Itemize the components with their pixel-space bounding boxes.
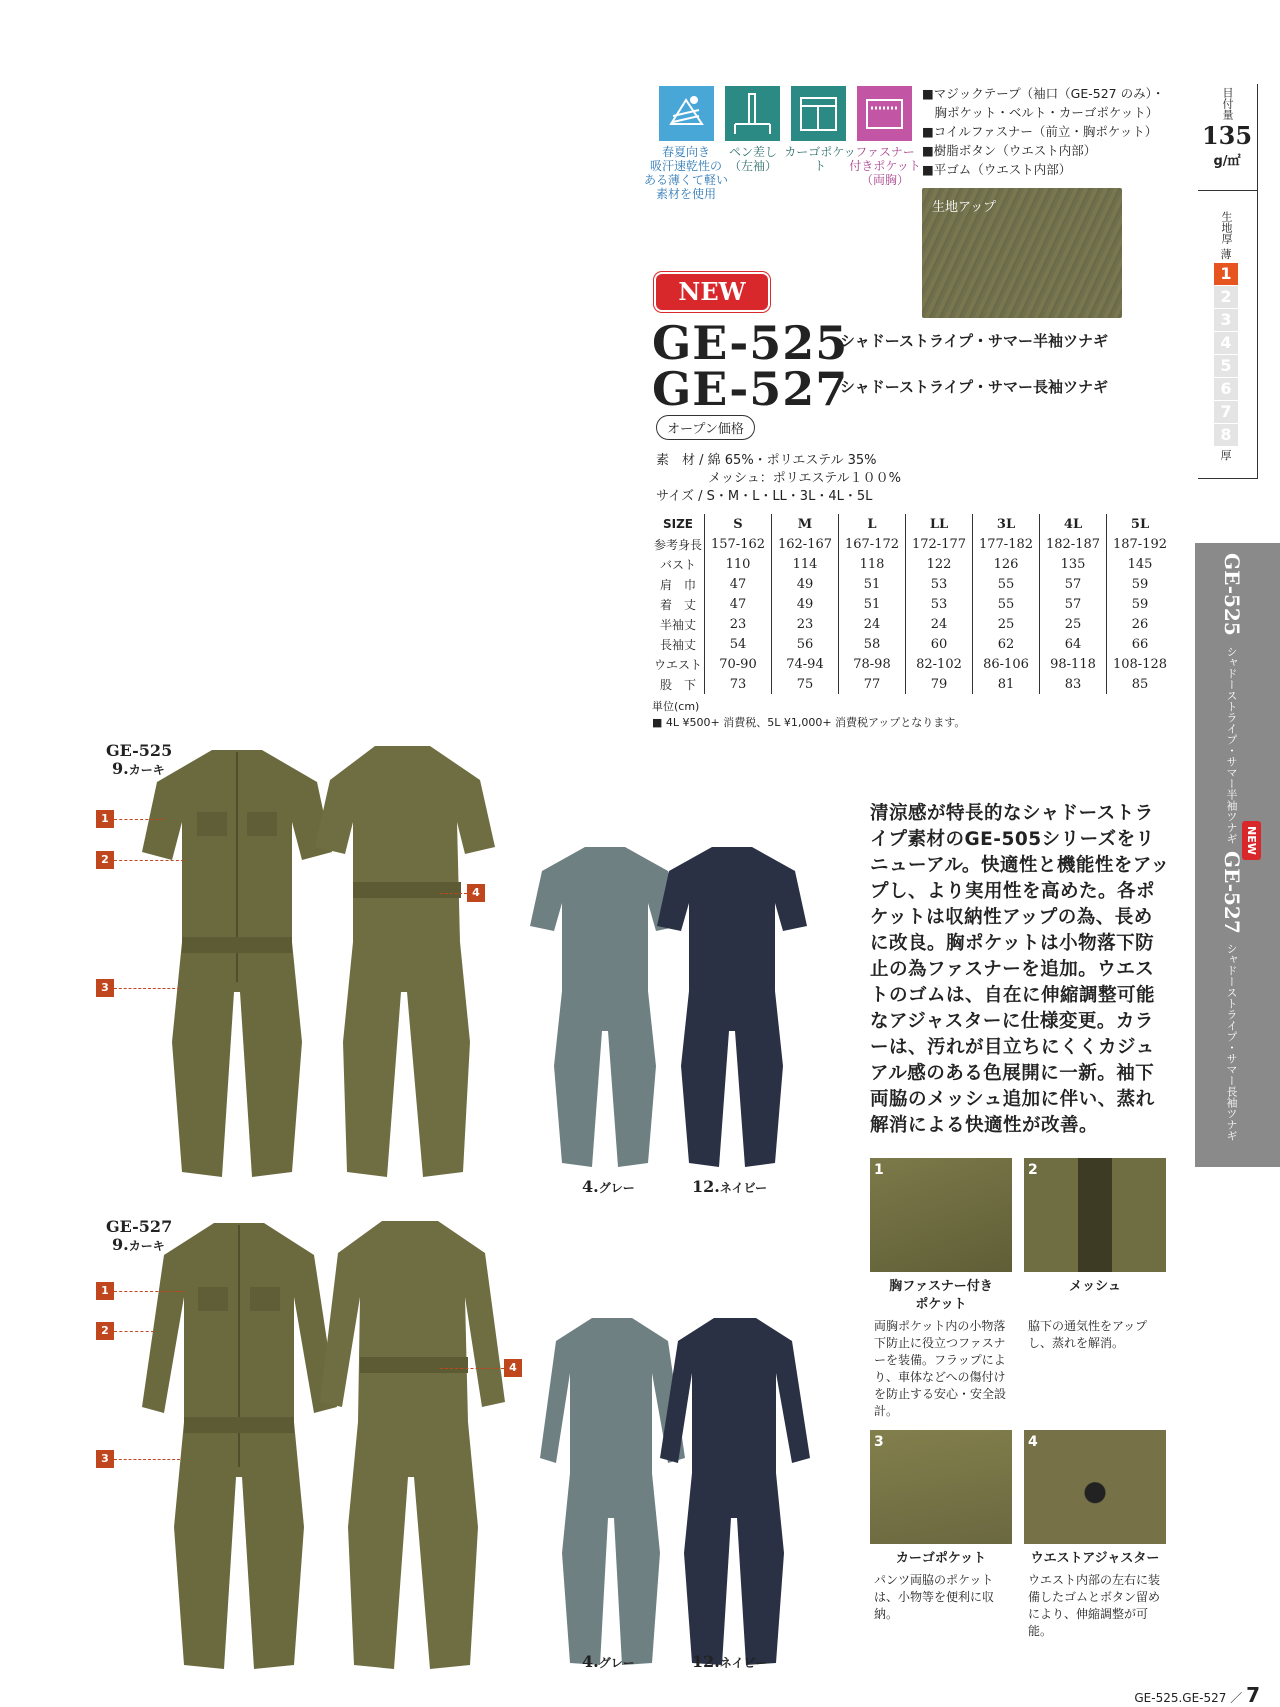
table-cell: 51 <box>839 594 906 614</box>
table-cell: 157-162 <box>705 534 772 554</box>
feature-item: 胸ポケット・ベルト・カーゴポケット） <box>922 105 1159 120</box>
detail-title: 胸ファスナー付き ポケット <box>889 1279 993 1312</box>
callout-tag: 3 <box>96 979 114 997</box>
table-cell: LL <box>906 514 973 534</box>
table-cell: 187-192 <box>1107 534 1174 554</box>
table-cell: 83 <box>1040 674 1107 694</box>
table-row <box>652 554 1173 574</box>
table-cell: M <box>772 514 839 534</box>
thickness-level: 6 <box>1214 378 1238 400</box>
detail-title: ウエストアジャスター <box>1030 1551 1160 1566</box>
color-number: 12. <box>692 1177 720 1196</box>
garment-model-527: GE-527 <box>106 1217 173 1236</box>
product-name-525: シャドーストライプ・サマー半袖ツナギ <box>840 332 1109 350</box>
pen-holder-icon <box>725 86 780 141</box>
table-cell: 177-182 <box>973 534 1040 554</box>
new-badge: NEW <box>656 274 768 310</box>
table-cell: 57 <box>1040 594 1107 614</box>
spec-material: 素 材 / 綿 65%・ポリエステル 35% <box>656 453 877 468</box>
table-cell: 98-118 <box>1040 654 1107 674</box>
table-row <box>652 674 1173 694</box>
cargo-pocket-caption: カーゴポケット <box>784 145 856 173</box>
color-name: ネイビー <box>719 1181 768 1195</box>
table-cell: 126 <box>973 554 1040 574</box>
thickness-level: 4 <box>1214 332 1238 354</box>
coverall-short-navy <box>657 841 807 1171</box>
table-cell: 25 <box>1040 614 1107 634</box>
table-cell: 118 <box>839 554 906 574</box>
table-cell: 参考身長 <box>653 537 702 552</box>
table-cell: 162-167 <box>772 534 839 554</box>
feature-item: ■樹脂ボタン（ウエスト内部） <box>922 143 1097 158</box>
callout-tag: 1 <box>96 810 114 828</box>
feature-item: ■コイルファスナー（前立・胸ポケット） <box>922 124 1158 139</box>
table-cell: 59 <box>1107 594 1174 614</box>
table-cell: 23 <box>772 614 839 634</box>
color-name: カーキ <box>128 1239 165 1253</box>
detail-waist-adjuster-photo <box>1024 1430 1166 1544</box>
table-cell: 108-128 <box>1107 654 1174 674</box>
table-cell: 70-90 <box>705 654 772 674</box>
page-number: 7 <box>1246 1683 1260 1707</box>
price-badge: オープン価格 <box>656 415 755 440</box>
quick-dry-icon <box>659 86 714 141</box>
detail-number: 2 <box>1028 1162 1038 1178</box>
detail-cargo-pocket-photo <box>870 1430 1012 1544</box>
table-cell: 135 <box>1040 554 1107 574</box>
table-cell: 肩 巾 <box>659 577 696 592</box>
feature-list <box>922 84 1164 179</box>
table-cell: 股 下 <box>659 677 696 692</box>
thickness-level: 5 <box>1214 355 1238 377</box>
detail-mesh-photo <box>1024 1158 1166 1272</box>
unit-note: 単位(cm) <box>652 700 700 713</box>
detail-number: 1 <box>874 1162 884 1178</box>
grey-label-527 <box>582 1652 635 1671</box>
detail-number: 4 <box>1028 1434 1038 1450</box>
color-name: グレー <box>598 1181 635 1195</box>
color-number: 9. <box>112 1235 129 1254</box>
weight-unit: g/㎡ <box>1213 154 1241 169</box>
footer-separator: ／ <box>1230 1691 1243 1705</box>
fabric-weight <box>1197 84 1257 169</box>
thickness-label: 生地厚 <box>1220 210 1233 244</box>
table-cell: 55 <box>973 574 1040 594</box>
table-cell: 57 <box>1040 574 1107 594</box>
table-cell: 53 <box>906 594 973 614</box>
size-table <box>652 514 1173 694</box>
table-cell: 182-187 <box>1040 534 1107 554</box>
table-row <box>652 634 1173 654</box>
zipper-pocket-icon <box>857 86 912 141</box>
table-cell: 167-172 <box>839 534 906 554</box>
table-cell: 114 <box>772 554 839 574</box>
table-cell: 56 <box>772 634 839 654</box>
spec-mesh: メッシュ：ポリエステル１００% <box>708 471 901 486</box>
color-name: グレー <box>598 1656 635 1670</box>
table-cell: 23 <box>705 614 772 634</box>
table-cell: 60 <box>906 634 973 654</box>
table-cell: SIZE <box>662 517 693 531</box>
table-cell: 5L <box>1107 514 1174 534</box>
table-cell: 66 <box>1107 634 1174 654</box>
table-cell: 47 <box>705 574 772 594</box>
thickness-thick: 厚 <box>1220 449 1232 462</box>
table-cell: 81 <box>973 674 1040 694</box>
side-new-badge: NEW <box>1242 821 1261 860</box>
table-row <box>652 614 1173 634</box>
callout-tag: 3 <box>96 1450 114 1468</box>
page-footer <box>1134 1683 1260 1707</box>
callout-tag: 1 <box>96 1282 114 1300</box>
grey-label-525 <box>582 1177 635 1196</box>
table-cell: 74-94 <box>772 654 839 674</box>
table-cell: 長袖丈 <box>659 637 696 652</box>
table-row <box>652 594 1173 614</box>
color-name: ネイビー <box>719 1656 768 1670</box>
color-name: カーキ <box>128 763 165 777</box>
coverall-long-back-khaki <box>320 1217 505 1672</box>
table-cell: 24 <box>906 614 973 634</box>
color-number: 4. <box>582 1652 599 1671</box>
weight-label: 目付量 <box>1221 86 1234 120</box>
table-row <box>652 514 1173 534</box>
color-number: 4. <box>582 1177 599 1196</box>
table-cell: 145 <box>1107 554 1174 574</box>
table-row <box>652 574 1173 594</box>
callout-tag: 2 <box>96 1322 114 1340</box>
navy-label-525 <box>692 1177 767 1196</box>
table-cell: 64 <box>1040 634 1107 654</box>
table-cell: 26 <box>1107 614 1174 634</box>
side-tab <box>1195 543 1280 1167</box>
callout-tag: 4 <box>504 1359 522 1377</box>
detail-title: カーゴポケット <box>895 1551 987 1566</box>
table-cell: 110 <box>705 554 772 574</box>
table-row <box>652 534 1173 554</box>
fabric-closeup <box>922 188 1122 318</box>
thickness-level: 1 <box>1214 263 1238 285</box>
color-number: 12. <box>692 1652 720 1671</box>
table-cell: 79 <box>906 674 973 694</box>
detail-text: パンツ両脇のポケットは、小物等を便利に収納。 <box>874 1573 995 1621</box>
coverall-short-front-khaki <box>142 742 332 1182</box>
quick-dry-caption: 春夏向き 吸汗速乾性の ある薄くて軽い 素材を使用 <box>643 145 728 201</box>
callout-tag: 4 <box>467 884 485 902</box>
table-cell: 86-106 <box>973 654 1040 674</box>
spec-sizes: サイズ / S・M・L・LL・3L・4L・5L <box>656 489 873 504</box>
table-cell: バスト <box>659 557 696 572</box>
side-name-527: シャドーストライプ・サマー長袖ツナギ <box>1225 943 1238 1141</box>
detail-text: 両胸ポケット内の小物落下防止に役立つファスナーを装備。フラップにより、車体などへの傷付けを防止する安心・安全設計。 <box>874 1319 1007 1418</box>
table-cell: 62 <box>973 634 1040 654</box>
thickness-level: 3 <box>1214 309 1238 331</box>
side-code-527: GE-527 <box>1220 851 1244 934</box>
weight-value: 135 <box>1201 121 1253 150</box>
table-cell: 82-102 <box>906 654 973 674</box>
thickness-thin: 薄 <box>1220 248 1232 261</box>
detail-number: 3 <box>874 1434 884 1450</box>
table-cell: 49 <box>772 594 839 614</box>
table-cell: 25 <box>973 614 1040 634</box>
table-cell: 49 <box>772 574 839 594</box>
table-cell: 51 <box>839 574 906 594</box>
zipper-pocket-caption: ファスナー 付きポケット （両胸） <box>849 145 921 187</box>
table-cell: 77 <box>839 674 906 694</box>
table-cell: 半袖丈 <box>659 617 696 632</box>
table-cell: 58 <box>839 634 906 654</box>
table-cell: 85 <box>1107 674 1174 694</box>
table-cell: 47 <box>705 594 772 614</box>
side-code-525: GE-525 <box>1220 553 1244 636</box>
coverall-long-navy <box>660 1313 810 1668</box>
table-cell: 59 <box>1107 574 1174 594</box>
thickness-level: 2 <box>1214 286 1238 308</box>
price-note: ■ 4L ¥500+ 消費税、5L ¥1,000+ 消費税アップとなります。 <box>652 716 966 729</box>
coverall-long-front-khaki <box>142 1217 337 1672</box>
table-cell: 55 <box>973 594 1040 614</box>
table-cell: 75 <box>772 674 839 694</box>
table-cell: 122 <box>906 554 973 574</box>
thickness-level: 8 <box>1214 424 1238 446</box>
feature-item: ■マジックテープ（袖口（GE-527 のみ）・ <box>922 86 1165 101</box>
garment-model-525: GE-525 <box>106 741 173 760</box>
coverall-short-back-khaki <box>315 742 495 1182</box>
footer-codes: GE-525.GE-527 <box>1134 1691 1227 1705</box>
table-cell: 53 <box>906 574 973 594</box>
table-cell: 73 <box>705 674 772 694</box>
detail-title: メッシュ <box>1069 1279 1121 1294</box>
table-cell: 172-177 <box>906 534 973 554</box>
navy-label-527 <box>692 1652 767 1671</box>
feature-item: ■平ゴム（ウエスト内部） <box>922 162 1072 177</box>
table-cell: 54 <box>705 634 772 654</box>
callout-tag: 2 <box>96 851 114 869</box>
thickness-level: 7 <box>1214 401 1238 423</box>
fabric-thickness <box>1205 208 1247 463</box>
table-cell: S <box>705 514 772 534</box>
detail-text: ウエスト内部の左右に装備したゴムとボタン留めにより、伸縮調整が可能。 <box>1028 1573 1161 1638</box>
table-cell: 4L <box>1040 514 1107 534</box>
table-cell: ウエスト <box>653 657 702 672</box>
product-description: 清涼感が特長的なシャドーストライプ素材のGE-505シリーズをリニューアル。快適性と機能性をアップし、より実用性を高めた。各ポケットは収納性アップの為、長めに改良。胸ポケットは小物落下防止の為ファスナーを追加。ウエストのゴムは、自在に伸縮調整可能なアジャスターに仕様変更。カラーは、汚れが目立ちにくくカジュアル感のある色展開に一新。袖下両脇のメッシュ追加に伴い、蒸れ解消による快適性が改善。 <box>870 803 1170 1136</box>
pen-holder-caption: ペン差し （左袖） <box>728 145 777 173</box>
product-code-527: GE-527 <box>652 362 849 416</box>
table-cell: L <box>839 514 906 534</box>
detail-text: 脇下の通気性をアップし、蒸れを解消。 <box>1028 1319 1148 1350</box>
side-name-525: シャドーストライプ・サマー半袖ツナギ <box>1225 646 1238 844</box>
table-cell: 3L <box>973 514 1040 534</box>
cargo-pocket-icon <box>791 86 846 141</box>
table-cell: 24 <box>839 614 906 634</box>
product-code-525: GE-525 <box>652 316 849 370</box>
fabric-label: 生地アップ <box>932 200 997 215</box>
product-name-527: シャドーストライプ・サマー長袖ツナギ <box>840 378 1109 396</box>
detail-chest-pocket-photo <box>870 1158 1012 1272</box>
table-row <box>652 654 1173 674</box>
table-cell: 着 丈 <box>659 597 696 612</box>
table-cell: 78-98 <box>839 654 906 674</box>
color-number: 9. <box>112 759 129 778</box>
